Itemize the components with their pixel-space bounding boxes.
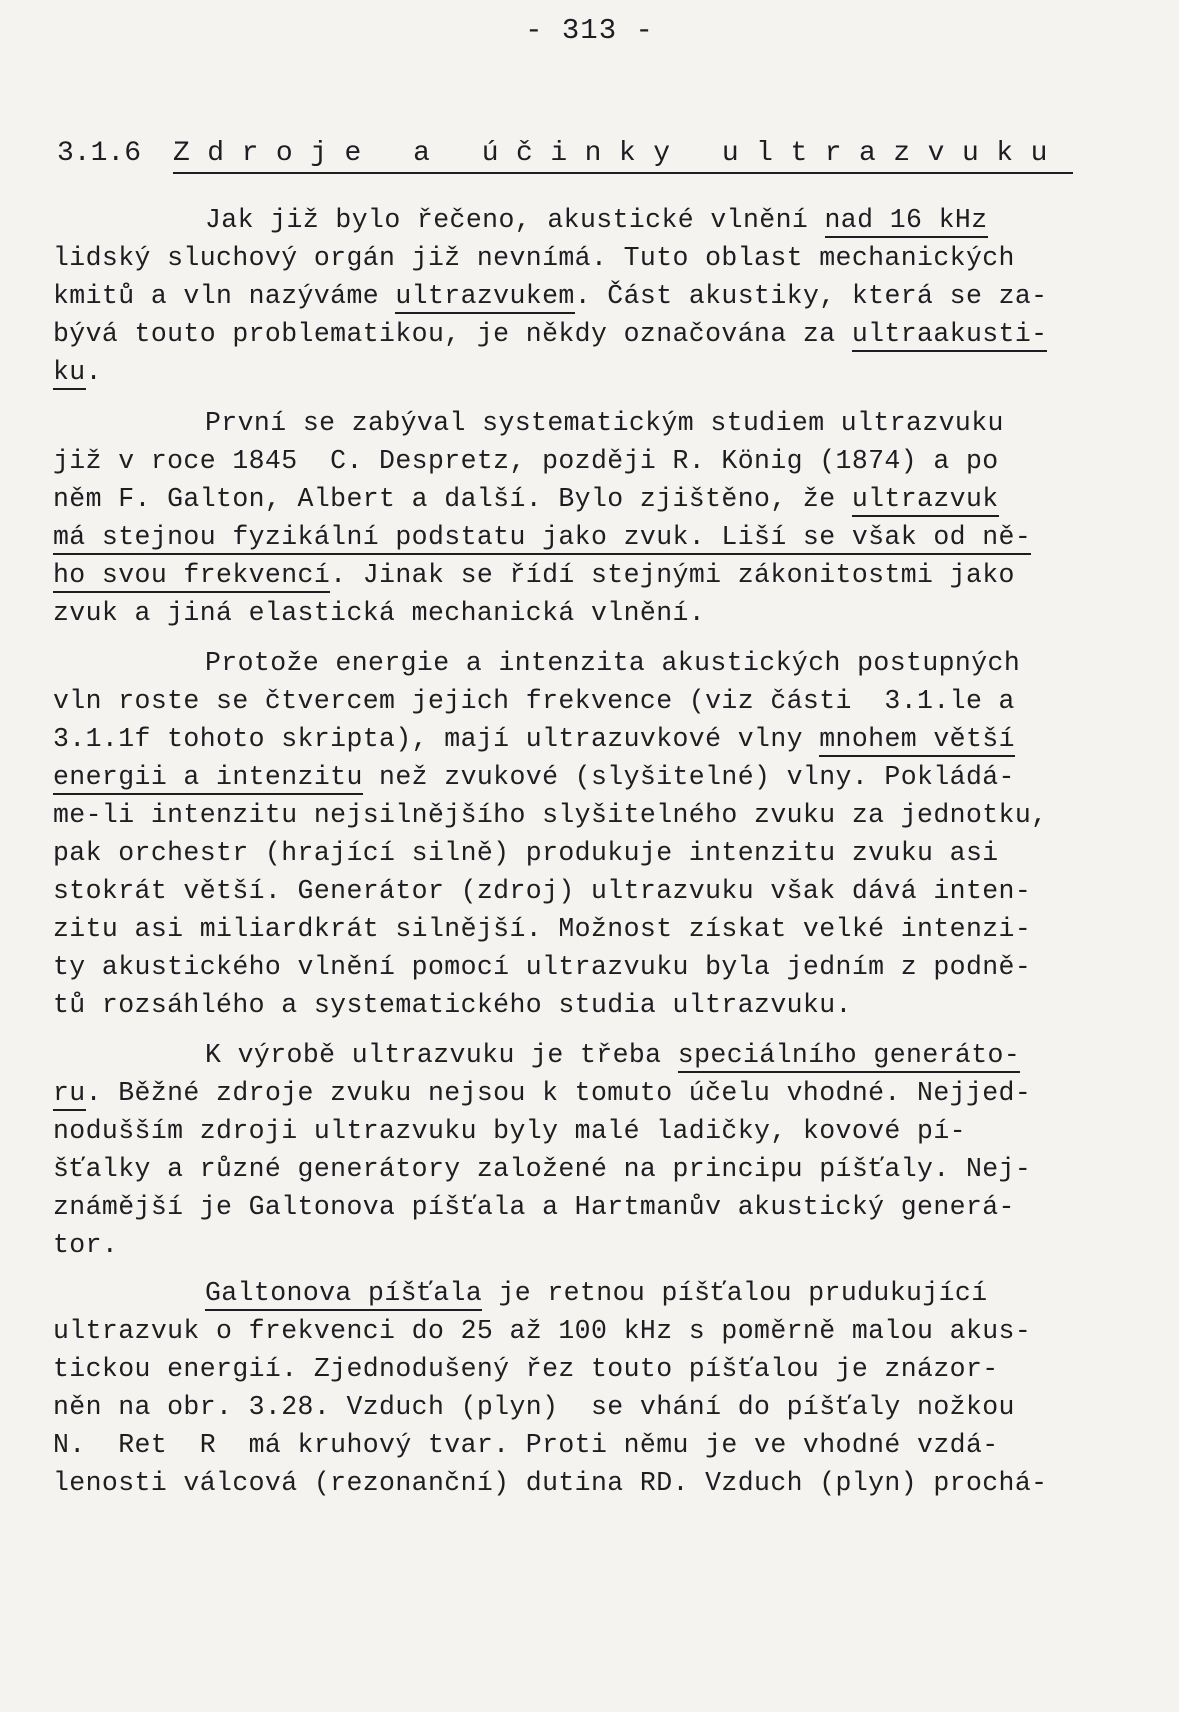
text-run: pak orchestr (hrající silně) produkuje intenzitu zvuku asi [53, 838, 999, 868]
text-run: něm F. Galton, Albert a další. Bylo zjištěno, že [53, 484, 852, 514]
text-run: je retnou píšťalou prudukující [482, 1278, 988, 1308]
text-line [53, 243, 1015, 273]
text-run: Jak již bylo řečeno, akustické vlnění [205, 205, 825, 235]
text-line [53, 357, 102, 387]
section-heading [57, 138, 1073, 174]
text-line [53, 522, 1031, 552]
text-run: ultrazvuk o frekvenci do 25 až 100 kHz s poměrně malou akus- [53, 1316, 1032, 1346]
underlined-text: ultrazvuk [852, 484, 999, 517]
underlined-text: Galtonova píšťala [205, 1278, 482, 1311]
text-line [53, 598, 705, 628]
text-line [53, 876, 1031, 906]
text-run: lidský sluchový orgán již nevnímá. Tuto oblast mechanických [53, 243, 1015, 273]
underlined-text: ku [53, 357, 86, 390]
text-run: nodušším zdroji ultrazvuku byly malé ladičky, kovové pí- [53, 1116, 966, 1146]
underlined-text: mnohem větší [819, 724, 1015, 757]
underlined-text: ru [53, 1078, 86, 1111]
text-line [53, 1116, 966, 1146]
underlined-text: ho svou frekvencí [53, 560, 330, 593]
text-line [205, 1040, 1020, 1070]
section-title: Zdroje a účinky ultrazvuku [173, 138, 1073, 174]
text-run: zitu asi miliardkrát silnější. Možnost získat velké intenzi- [53, 914, 1032, 944]
text-line [205, 648, 1020, 678]
underlined-text: energii a intenzitu [53, 762, 363, 795]
underlined-text: má stejnou fyzikální podstatu jako zvuk. Liší se však od ně- [53, 522, 1031, 555]
text-run: . Jinak se řídí stejnými zákonitostmi jako [330, 560, 1015, 590]
text-line [53, 1468, 1047, 1498]
text-run: . [85, 357, 102, 387]
text-run: ty akustického vlnění pomocí ultrazvuku byla jedním z podně- [53, 952, 1032, 982]
text-line [53, 724, 1015, 754]
text-run: N. Ret R má kruhový tvar. Proti němu je ve vhodné vzdá- [53, 1430, 999, 1460]
text-line [53, 1316, 1031, 1346]
text-line [53, 560, 1015, 590]
text-run: známější je Galtonova píšťala a Hartmanův akustický generá- [53, 1192, 1015, 1222]
text-run: kmitů a vln nazýváme [53, 281, 396, 311]
text-line [53, 319, 1047, 349]
text-line [53, 1392, 1015, 1422]
text-run: lenosti válcová (rezonanční) dutina RD. Vzduch (plyn) prochá- [53, 1468, 1048, 1498]
text-run: tor. [53, 1230, 119, 1260]
text-line [205, 205, 988, 235]
text-run: šťalky a různé generátory založené na principu píšťaly. Nej- [53, 1154, 1032, 1184]
text-run: bývá touto problematikou, je někdy označována za [53, 319, 852, 349]
text-line [53, 1078, 1031, 1108]
text-line [205, 1278, 988, 1308]
text-run: me-li intenzitu nejsilnějšího slyšitelného zvuku za jednotku, [53, 800, 1048, 830]
underlined-text: speciálního generáto- [678, 1040, 1020, 1073]
text-run: tickou energií. Zjednodušený řez touto píšťalou je znázor- [53, 1354, 999, 1384]
text-run: 3.1.1f tohoto skripta), mají ultrazuvkové vlny [53, 724, 820, 754]
text-line [53, 1230, 118, 1260]
underlined-text: ultrazvukem [395, 281, 574, 314]
text-line [53, 686, 1015, 716]
underlined-text: nad 16 kHz [825, 205, 988, 238]
text-run: První se zabýval systematickým studiem ultrazvuku [205, 408, 1004, 438]
text-run: Protože energie a intenzita akustických postupných [205, 648, 1021, 678]
text-line [53, 990, 852, 1020]
text-run: vln roste se čtvercem jejich frekvence (viz části 3.1.le a [53, 686, 1015, 716]
text-run: něn na obr. 3.28. Vzduch (plyn) se vhání do píšťaly nožkou [53, 1392, 1015, 1422]
text-line [53, 762, 1015, 792]
text-line [53, 281, 1047, 311]
text-line [53, 1154, 1031, 1184]
text-line [53, 800, 1047, 830]
text-run: zvuk a jiná elastická mechanická vlnění. [53, 598, 706, 628]
text-run: . Část akustiky, která se za- [574, 281, 1048, 311]
text-line [53, 838, 999, 868]
text-line [53, 952, 1031, 982]
text-run: . Běžné zdroje zvuku nejsou k tomuto účelu vhodné. Nejjed- [85, 1078, 1032, 1108]
text-line [53, 484, 999, 514]
underlined-text: ultraakusti- [852, 319, 1048, 352]
section-number: 3.1.6 [57, 138, 142, 169]
text-line [205, 408, 1004, 438]
text-line [53, 1430, 999, 1460]
page-number: - 313 - [525, 14, 654, 47]
text-line [53, 1354, 999, 1384]
text-run: než zvukové (slyšitelné) vlny. Pokládá- [362, 762, 1015, 792]
text-run: K výrobě ultrazvuku je třeba [205, 1040, 678, 1070]
text-run: stokrát větší. Generátor (zdroj) ultrazvuku však dává inten- [53, 876, 1032, 906]
text-run: již v roce 1845 C. Despretz, později R. König (1874) a po [53, 446, 999, 476]
text-line [53, 914, 1031, 944]
text-line [53, 1192, 1015, 1222]
text-run: tů rozsáhlého a systematického studia ultrazvuku. [53, 990, 852, 1020]
text-line [53, 446, 999, 476]
